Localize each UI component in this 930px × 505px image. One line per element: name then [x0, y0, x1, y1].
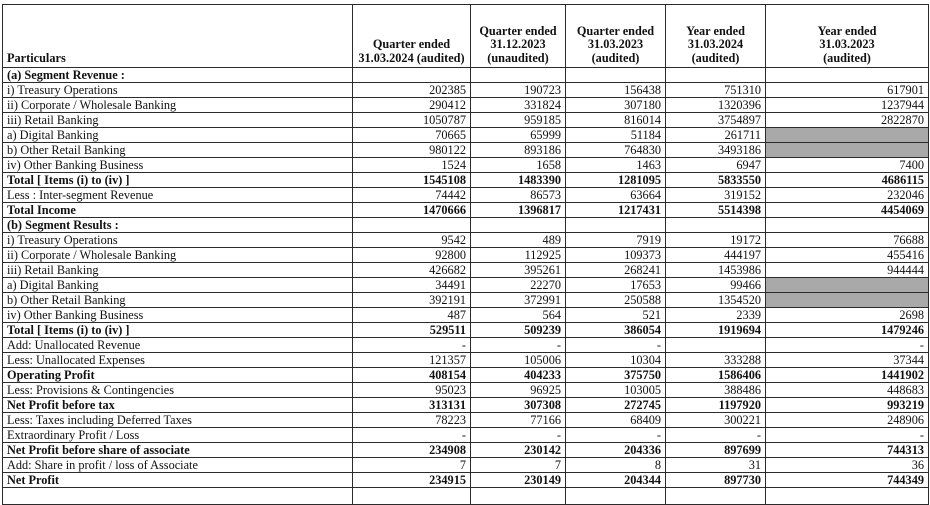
cell-value: 509239 — [471, 323, 566, 338]
table-row — [3, 473, 929, 488]
cell-value: 4686115 — [766, 173, 929, 188]
segment-results-table-container — [2, 4, 928, 505]
cell-value: 944444 — [766, 263, 929, 278]
cell-value: 617901 — [766, 83, 929, 98]
column-header-line: 31.03.2023 — [819, 37, 875, 51]
cell-value — [353, 218, 471, 233]
cell-value: 313131 — [353, 398, 471, 413]
table-row — [3, 158, 929, 173]
column-header-particulars: Particulars — [3, 5, 353, 68]
cell-value: 1441902 — [766, 368, 929, 383]
cell-value: 109373 — [566, 248, 666, 263]
row-label: Add: Share in profit / loss of Associate — [3, 458, 353, 473]
cell-value: 1463 — [566, 158, 666, 173]
column-header-line: (audited) — [591, 50, 640, 65]
cell-value: 395261 — [471, 263, 566, 278]
column-header-line: 31.12.2023 — [490, 37, 546, 51]
row-label: Net Profit — [3, 473, 353, 488]
cell-value: 7919 — [566, 233, 666, 248]
cell-value: 386054 — [566, 323, 666, 338]
cell-value: 2339 — [666, 308, 766, 323]
row-label: Total [ Items (i) to (iv) ] — [3, 173, 353, 188]
column-header-line: (unaudited) — [487, 50, 549, 65]
cell-value: 74442 — [353, 188, 471, 203]
column-header-line: Year ended — [817, 23, 877, 38]
cell-value: 92800 — [353, 248, 471, 263]
cell-value: 68409 — [566, 413, 666, 428]
row-label: Less: Provisions & Contingencies — [3, 383, 353, 398]
table-row — [3, 248, 929, 263]
cell-value: - — [566, 428, 666, 443]
cell-value: 1470666 — [353, 203, 471, 218]
cell-value: 290412 — [353, 98, 471, 113]
table-row — [3, 218, 929, 233]
cell-value — [666, 338, 766, 353]
cell-value: 744313 — [766, 443, 929, 458]
table-row — [3, 143, 929, 158]
column-header-line: (audited) — [691, 50, 740, 65]
row-label: i) Treasury Operations — [3, 83, 353, 98]
table-row — [3, 443, 929, 458]
table-row — [3, 203, 929, 218]
table-row — [3, 263, 929, 278]
row-label: Extraordinary Profit / Loss — [3, 428, 353, 443]
cell-value — [766, 293, 929, 308]
table-row — [3, 383, 929, 398]
cell-value: 9542 — [353, 233, 471, 248]
cell-value: 1919694 — [666, 323, 766, 338]
cell-value: 1217431 — [566, 203, 666, 218]
cell-value: 1237944 — [766, 98, 929, 113]
table-row — [3, 488, 929, 505]
cell-value: 816014 — [566, 113, 666, 128]
table-row — [3, 173, 929, 188]
cell-value: 268241 — [566, 263, 666, 278]
table-row — [3, 278, 929, 293]
cell-value: 333288 — [666, 353, 766, 368]
row-label: Total [ Items (i) to (iv) ] — [3, 323, 353, 338]
table-row — [3, 113, 929, 128]
cell-value: 307308 — [471, 398, 566, 413]
column-header-5 — [766, 5, 929, 68]
table-row — [3, 233, 929, 248]
cell-value: 408154 — [353, 368, 471, 383]
cell-value: 78223 — [353, 413, 471, 428]
segment-results-table — [2, 4, 929, 505]
cell-value: 1050787 — [353, 113, 471, 128]
cell-value: 4454069 — [766, 203, 929, 218]
cell-value: 86573 — [471, 188, 566, 203]
cell-value: 96925 — [471, 383, 566, 398]
row-label: (a) Segment Revenue : — [3, 68, 353, 83]
cell-value — [471, 218, 566, 233]
cell-value: 751310 — [666, 83, 766, 98]
cell-value: 300221 — [666, 413, 766, 428]
cell-value: 77166 — [471, 413, 566, 428]
row-label: Total Income — [3, 203, 353, 218]
cell-value — [471, 68, 566, 83]
cell-value: 272745 — [566, 398, 666, 413]
cell-value: 76688 — [766, 233, 929, 248]
table-header-row — [3, 5, 929, 68]
cell-value — [471, 488, 566, 505]
cell-value — [766, 68, 929, 83]
cell-value: 63664 — [566, 188, 666, 203]
cell-value: 1524 — [353, 158, 471, 173]
cell-value: 5514398 — [666, 203, 766, 218]
cell-value — [766, 128, 929, 143]
row-label: ii) Corporate / Wholesale Banking — [3, 248, 353, 263]
row-label: Net Profit before tax — [3, 398, 353, 413]
cell-value: 980122 — [353, 143, 471, 158]
cell-value: 372991 — [471, 293, 566, 308]
cell-value: 521 — [566, 308, 666, 323]
row-label: a) Digital Banking — [3, 128, 353, 143]
row-label: ii) Corporate / Wholesale Banking — [3, 98, 353, 113]
cell-value: - — [471, 428, 566, 443]
cell-value: 529511 — [353, 323, 471, 338]
cell-value — [666, 488, 766, 505]
cell-value — [666, 68, 766, 83]
table-header — [3, 5, 929, 68]
cell-value — [666, 218, 766, 233]
table-row — [3, 188, 929, 203]
column-header-line: Quarter ended — [576, 23, 655, 38]
cell-value: 99466 — [666, 278, 766, 293]
cell-value — [766, 278, 929, 293]
row-label: Less: Taxes including Deferred Taxes — [3, 413, 353, 428]
cell-value: 51184 — [566, 128, 666, 143]
cell-value: - — [471, 338, 566, 353]
cell-value: 232046 — [766, 188, 929, 203]
cell-value: 3754897 — [666, 113, 766, 128]
cell-value: 230149 — [471, 473, 566, 488]
cell-value: 404233 — [471, 368, 566, 383]
column-header-line: 31.03.2024 — [687, 37, 744, 51]
table-row — [3, 398, 929, 413]
cell-value: 897730 — [666, 473, 766, 488]
cell-value: 1479246 — [766, 323, 929, 338]
column-header-1 — [353, 5, 471, 68]
cell-value: 392191 — [353, 293, 471, 308]
row-label: iv) Other Banking Business — [3, 308, 353, 323]
cell-value: - — [353, 338, 471, 353]
cell-value: 31 — [666, 458, 766, 473]
row-label: b) Other Retail Banking — [3, 143, 353, 158]
table-row — [3, 368, 929, 383]
cell-value — [766, 488, 929, 505]
cell-value: 1197920 — [666, 398, 766, 413]
cell-value: 7 — [471, 458, 566, 473]
cell-value: 564 — [471, 308, 566, 323]
column-header-line: Year ended — [686, 23, 745, 38]
cell-value: 1658 — [471, 158, 566, 173]
cell-value: 444197 — [666, 248, 766, 263]
cell-value: 19172 — [666, 233, 766, 248]
cell-value: 190723 — [471, 83, 566, 98]
cell-value — [766, 143, 929, 158]
cell-value: - — [666, 428, 766, 443]
cell-value: 34491 — [353, 278, 471, 293]
cell-value: 1396817 — [471, 203, 566, 218]
table-body — [3, 68, 929, 505]
table-row — [3, 68, 929, 83]
cell-value: 7 — [353, 458, 471, 473]
cell-value: 375750 — [566, 368, 666, 383]
cell-value — [766, 218, 929, 233]
cell-value: 893186 — [471, 143, 566, 158]
cell-value: 204344 — [566, 473, 666, 488]
table-row — [3, 308, 929, 323]
cell-value: 2822870 — [766, 113, 929, 128]
cell-value: 1354520 — [666, 293, 766, 308]
cell-value: 37344 — [766, 353, 929, 368]
cell-value: 7400 — [766, 158, 929, 173]
row-label: (b) Segment Results : — [3, 218, 353, 233]
cell-value: 17653 — [566, 278, 666, 293]
cell-value: - — [566, 338, 666, 353]
cell-value: 744349 — [766, 473, 929, 488]
column-header-2 — [471, 5, 566, 68]
cell-value: - — [353, 428, 471, 443]
cell-value: 993219 — [766, 398, 929, 413]
row-label: iii) Retail Banking — [3, 263, 353, 278]
row-label: Less: Unallocated Expenses — [3, 353, 353, 368]
row-label: Add: Unallocated Revenue — [3, 338, 353, 353]
cell-value: 448683 — [766, 383, 929, 398]
table-row — [3, 428, 929, 443]
table-row — [3, 128, 929, 143]
column-header-line: 31.03.2024 (audited) — [358, 50, 465, 65]
cell-value: 331824 — [471, 98, 566, 113]
cell-value: 8 — [566, 458, 666, 473]
cell-value: 22270 — [471, 278, 566, 293]
cell-value: 307180 — [566, 98, 666, 113]
cell-value: 103005 — [566, 383, 666, 398]
table-row — [3, 323, 929, 338]
row-label: iii) Retail Banking — [3, 113, 353, 128]
cell-value: 112925 — [471, 248, 566, 263]
column-header-4 — [666, 5, 766, 68]
cell-value: 489 — [471, 233, 566, 248]
table-row — [3, 413, 929, 428]
cell-value — [566, 218, 666, 233]
column-header-3 — [566, 5, 666, 68]
cell-value: - — [766, 428, 929, 443]
cell-value: 1453986 — [666, 263, 766, 278]
cell-value: 3493186 — [666, 143, 766, 158]
cell-value: 1545108 — [353, 173, 471, 188]
table-row — [3, 83, 929, 98]
cell-value — [566, 68, 666, 83]
cell-value: 234915 — [353, 473, 471, 488]
row-label: a) Digital Banking — [3, 278, 353, 293]
cell-value: 204336 — [566, 443, 666, 458]
cell-value: 10304 — [566, 353, 666, 368]
cell-value: 70665 — [353, 128, 471, 143]
row-label: b) Other Retail Banking — [3, 293, 353, 308]
row-label: iv) Other Banking Business — [3, 158, 353, 173]
column-header-line: 31.03.2023 — [587, 37, 644, 51]
cell-value: 105006 — [471, 353, 566, 368]
table-row — [3, 458, 929, 473]
cell-value: 202385 — [353, 83, 471, 98]
cell-value — [566, 488, 666, 505]
cell-value: 234908 — [353, 443, 471, 458]
cell-value: 6947 — [666, 158, 766, 173]
cell-value: 2698 — [766, 308, 929, 323]
row-label: Net Profit before share of associate — [3, 443, 353, 458]
table-row — [3, 293, 929, 308]
cell-value: 261711 — [666, 128, 766, 143]
cell-value: 36 — [766, 458, 929, 473]
row-label: Operating Profit — [3, 368, 353, 383]
cell-value: 250588 — [566, 293, 666, 308]
cell-value: 65999 — [471, 128, 566, 143]
cell-value: 5833550 — [666, 173, 766, 188]
cell-value: 1483390 — [471, 173, 566, 188]
cell-value: 388486 — [666, 383, 766, 398]
column-header-line: Quarter ended — [479, 23, 557, 38]
cell-value: 121357 — [353, 353, 471, 368]
cell-value: 156438 — [566, 83, 666, 98]
cell-value — [353, 68, 471, 83]
cell-value: - — [766, 338, 929, 353]
row-label: i) Treasury Operations — [3, 233, 353, 248]
column-header-line: (audited) — [823, 50, 871, 65]
cell-value: 248906 — [766, 413, 929, 428]
row-label: Less : Inter-segment Revenue — [3, 188, 353, 203]
cell-value: 455416 — [766, 248, 929, 263]
cell-value: 897699 — [666, 443, 766, 458]
table-row — [3, 338, 929, 353]
cell-value — [353, 488, 471, 505]
cell-value: 487 — [353, 308, 471, 323]
cell-value: 959185 — [471, 113, 566, 128]
table-row — [3, 353, 929, 368]
cell-value: 319152 — [666, 188, 766, 203]
cell-value: 1281095 — [566, 173, 666, 188]
cell-value: 1586406 — [666, 368, 766, 383]
cell-value: 1320396 — [666, 98, 766, 113]
cell-value: 95023 — [353, 383, 471, 398]
column-header-line: Quarter ended — [372, 37, 451, 51]
cell-value: 764830 — [566, 143, 666, 158]
table-row — [3, 98, 929, 113]
cell-value: 426682 — [353, 263, 471, 278]
row-label — [3, 488, 353, 505]
cell-value: 230142 — [471, 443, 566, 458]
